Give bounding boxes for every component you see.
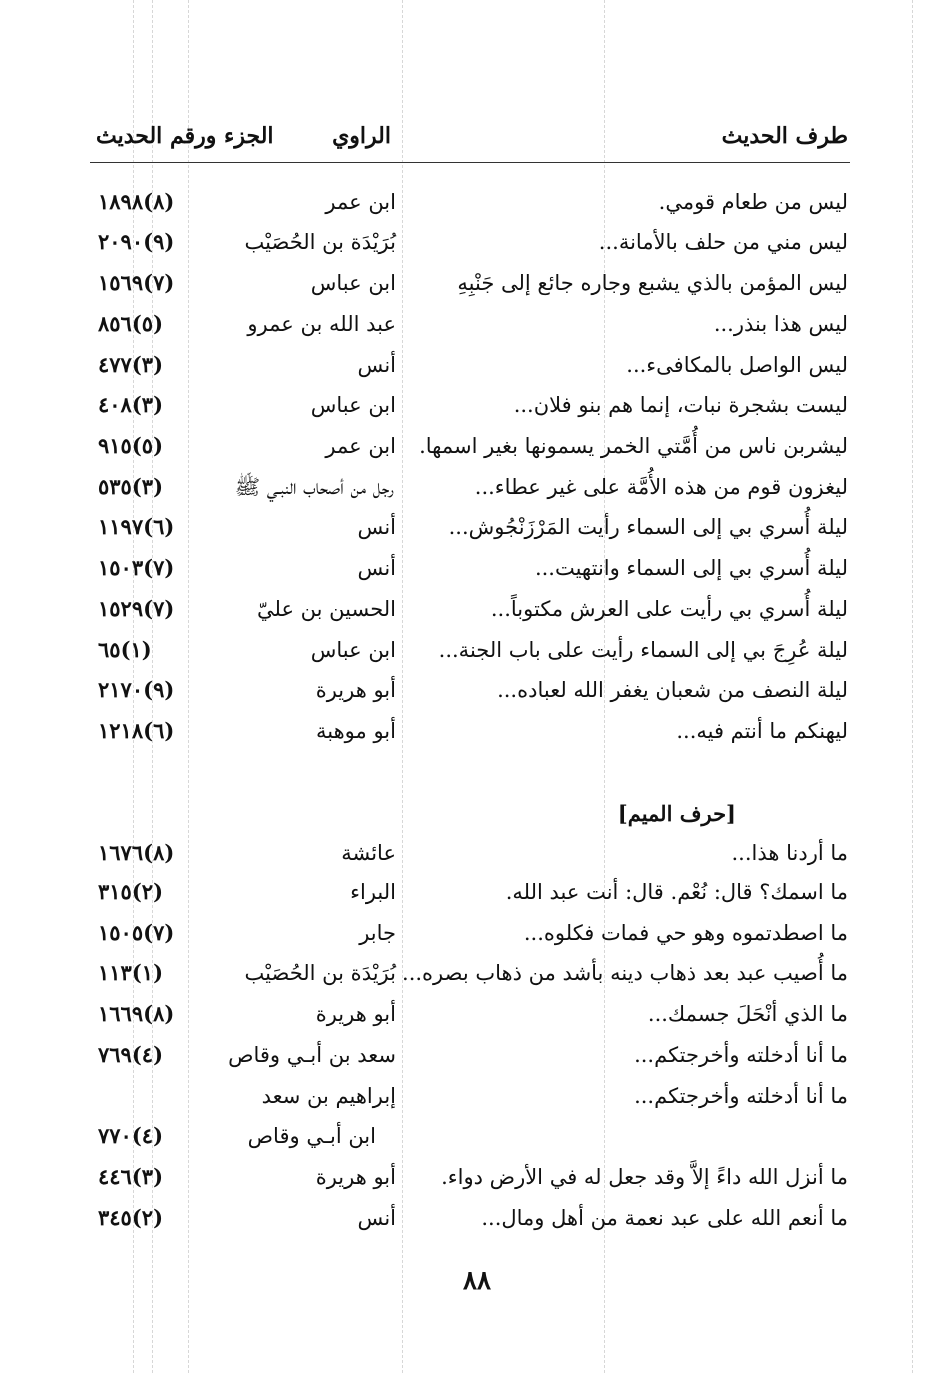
header-rule [90,162,850,163]
hadith-text: ما أنا أدخلته وأخرجتكم... [634,1043,848,1067]
hadith-text: ليغزون قوم من هذه الأُمَّة على غير عطاء... [474,475,848,499]
narrator: إبراهيم بن سعد [261,1084,396,1108]
hadith-text: ليلة أُسري بي رأيت على العرش مكتوباً... [490,597,848,621]
hadith-text: ما الذي أنْحَلَ جسمك... [647,1002,848,1026]
reference: (٦)١١٩٧ [98,514,175,539]
narrator: أبو موهبة [316,719,396,743]
reference: (٧)١٥٠٣ [98,555,175,580]
reference: (١)١١٣ [98,960,163,985]
header-hadith: طرف الحديث [721,123,848,149]
narrator: ابن عمر [325,190,396,214]
reference: (٣)٥٣٥ [98,474,163,499]
header-ref: الجزء ورقم الحديث [96,123,274,149]
narrator: أنس [357,515,396,539]
narrator: أبو هريرة [315,1165,396,1189]
narrator: أنس [357,353,396,377]
hadith-text: ما أنا أدخلته وأخرجتكم... [634,1084,848,1108]
narrator: ابن عباس [310,271,396,295]
section-title: [حرف الميم] [617,801,736,826]
reference: (٩)٢٠٩٠ [98,229,175,254]
reference: (٧)١٥٠٥ [98,920,175,945]
narrator: بُرَيْدَة بن الحُصَيْب [244,230,396,254]
page-number: ٨٨ [463,1266,491,1296]
reference: (١)٦٥ [98,637,152,662]
reference [98,1078,188,1114]
reference: (٨)١٨٩٨ [98,189,175,214]
scan-guide-line [402,0,403,1373]
hadith-text: ليس الواصل بالمكافىء... [626,353,848,377]
narrator: البراء [350,880,396,904]
hadith-text: ما اصطدتموه وهو حي فمات فكلوه... [523,921,848,945]
hadith-text: ليست بشجرة نبات، إنما هم بنو فلان... [513,393,848,417]
table-header [0,118,946,158]
reference: (٣)٤٧٧ [98,352,163,377]
narrator: ابن أبـي وقاص [247,1124,376,1148]
narrator: عبد الله بن عمرو [247,312,396,336]
narrator: أنس [357,556,396,580]
reference: (٢)٣٤٥ [98,1205,163,1230]
reference: (٥)٨٥٦ [98,311,163,336]
hadith-text: ليس المؤمن بالذي يشبع وجاره جائع إلى جَنْبِهِ [457,271,848,295]
reference: (٤)٧٦٩ [98,1042,163,1067]
narrator: جابر [359,921,396,945]
hadith-text: ليهنكم ما أنتم فيه... [676,719,848,743]
hadith-text: ما أردنا هذا... [731,841,848,865]
scan-guide-line [188,0,189,1373]
narrator: الحسين بن عليّ [256,597,396,621]
narrator: أبو هريرة [315,678,396,702]
hadith-text: ليس من طعام قومي. [658,190,848,214]
reference: (٨)١٦٧٦ [98,840,175,865]
hadith-text: ما أنعم الله على عبد نعمة من أهل ومال... [481,1206,848,1230]
narrator: أنس [357,1206,396,1230]
narrator: عائشة [341,841,396,865]
reference: (٧)١٥٢٩ [98,596,175,621]
scan-guide-line [912,0,913,1373]
reference: (٢)٣١٥ [98,879,163,904]
header-narrator: الراوي [332,123,391,149]
hadith-text: ليلة أُسري بي إلى السماء وانتهيت... [534,556,848,580]
reference: (٤)٧٧٠ [98,1123,163,1148]
narrator: رجل من أصحاب النبـي ﷺ [234,475,394,499]
reference: (٣)٤٤٦ [98,1164,163,1189]
hadith-text: ليلة النصف من شعبان يغفر الله لعباده... [497,678,848,702]
narrator: أبو هريرة [315,1002,396,1026]
hadith-text: ليشربن ناس من أُمَّتي الخمر يسمونها بغير اسمها. [419,434,848,458]
reference: (٦)١٢١٨ [98,718,175,743]
reference: (٧)١٥٦٩ [98,270,175,295]
narrator: ابن عباس [310,393,396,417]
hadith-text: ليلة أُسري بي إلى السماء رأيت المَرْزَنْجُوش... [448,515,848,539]
hadith-text: ما أنزل الله داءً إلاَّ وقد جعل له في الأرض دواء. [441,1165,848,1189]
hadith-text: ما أُصيب عبد بعد ذهاب دينه بأشد من ذهاب بصره... [402,961,848,985]
reference: (٣)٤٠٨ [98,392,163,417]
reference: (٨)١٦٦٩ [98,1001,175,1026]
hadith-text: ليس مني من حلف بالأمانة... [598,230,848,254]
narrator: ابن عباس [310,638,396,662]
hadith-text: ليلة عُرِجَ بي إلى السماء رأيت على باب الجنة... [438,638,848,662]
narrator: ابن عمر [325,434,396,458]
hadith-text: ليس هذا بنذر... [713,312,848,336]
hadith-text: ما اسمك؟ قال: نُعْم. قال: أنت عبد الله. [505,880,848,904]
reference: (٥)٩١٥ [98,433,163,458]
narrator: سعد بن أبـي وقاص [228,1043,396,1067]
reference: (٩)٢١٧٠ [98,677,175,702]
narrator: بُرَيْدَة بن الحُصَيْب [244,961,396,985]
